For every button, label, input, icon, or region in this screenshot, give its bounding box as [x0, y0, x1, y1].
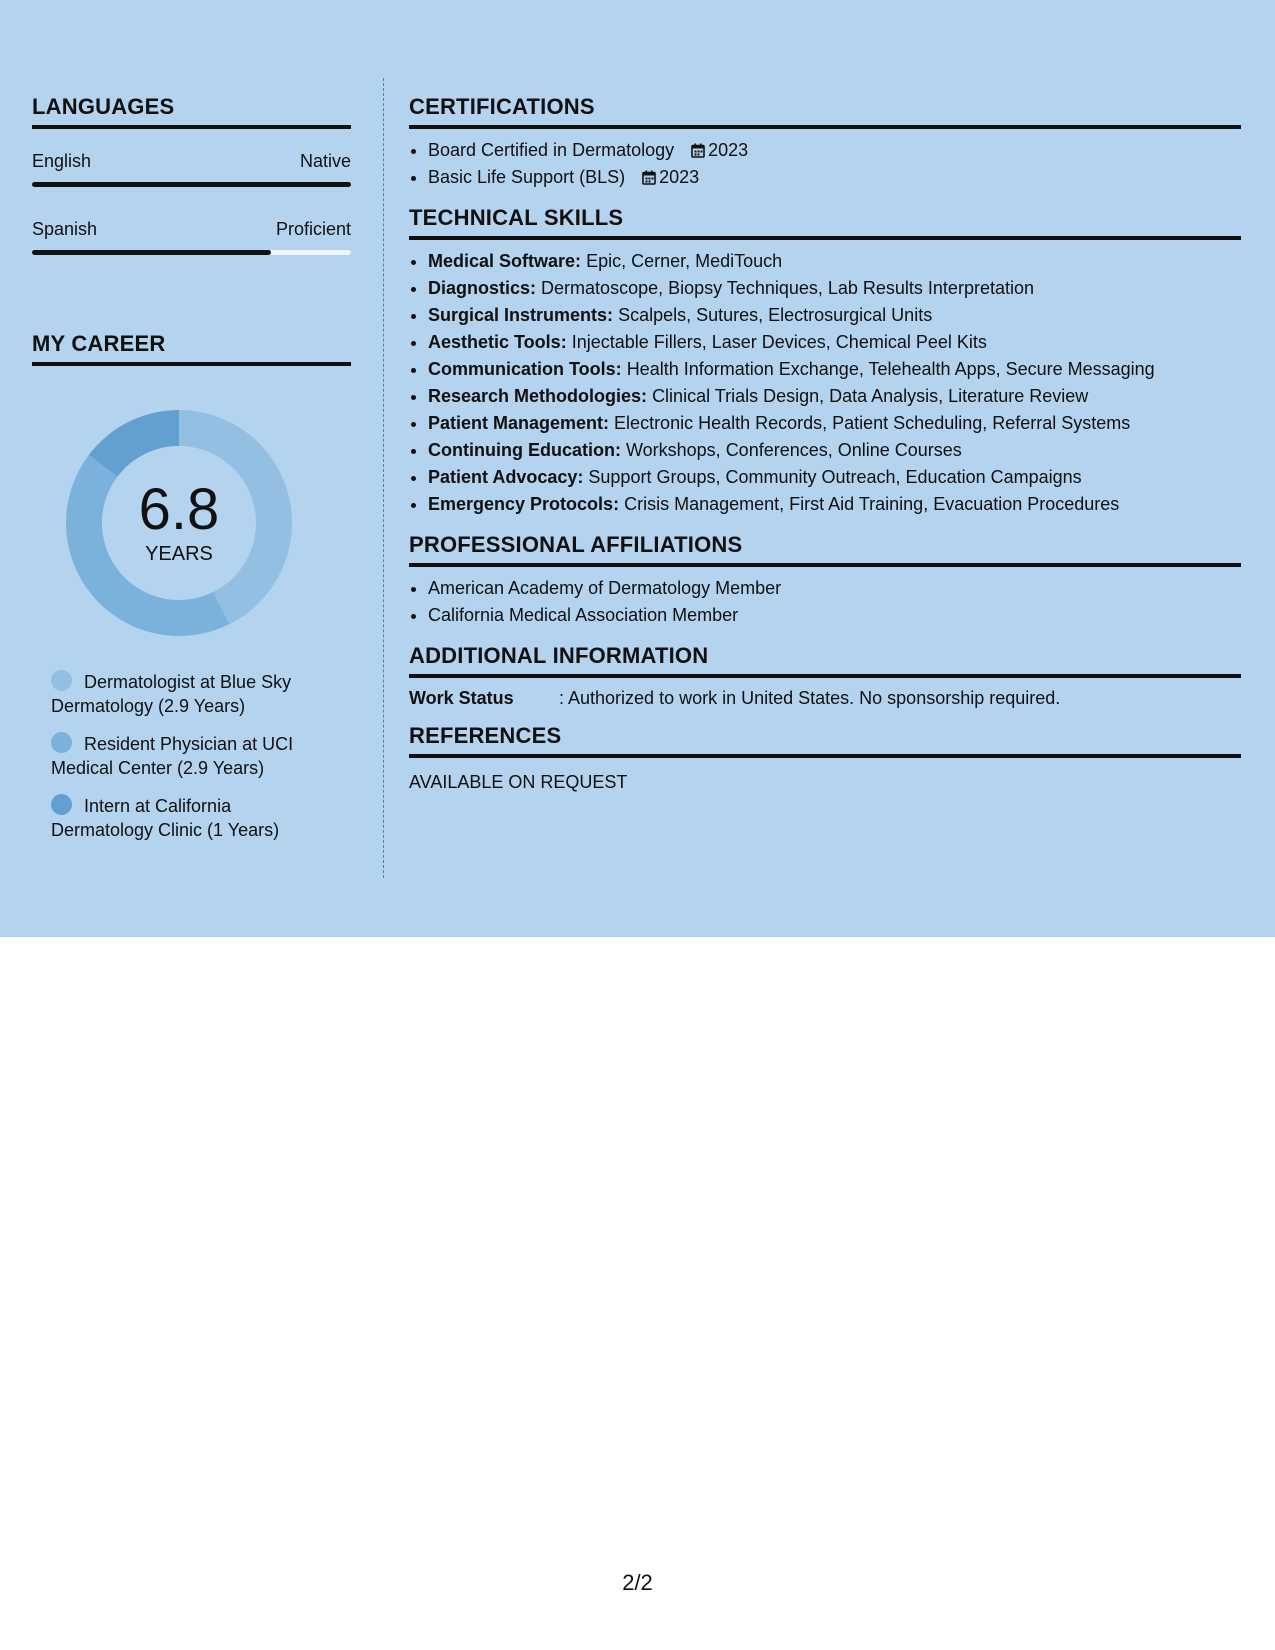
- skill-item: [428, 410, 1241, 437]
- legend-label: Dermatologist at Blue Sky Dermatology (2.9 Years): [51, 672, 292, 716]
- certifications-list: [409, 137, 1241, 191]
- language-proficiency-bar: [32, 250, 351, 255]
- legend-dot-icon: [51, 732, 72, 753]
- skill-value: Epic, Cerner, MediTouch: [586, 251, 783, 271]
- skill-label: Emergency Protocols:: [428, 494, 620, 514]
- certifications-section: [409, 94, 1241, 191]
- skill-value: Support Groups, Community Outreach, Education Campaigns: [588, 467, 1082, 487]
- language-proficiency-fill: [32, 250, 271, 255]
- career-total-unit: YEARS: [145, 542, 213, 565]
- additional-info-heading: ADDITIONAL INFORMATION: [409, 643, 1241, 678]
- left-column: [32, 94, 351, 856]
- skill-item: [428, 491, 1241, 518]
- skill-label: Research Methodologies:: [428, 386, 648, 406]
- career-donut-chart: [66, 410, 292, 636]
- skill-value: Electronic Health Records, Patient Scheduling, Referral Systems: [614, 413, 1131, 433]
- skill-value: Workshops, Conferences, Online Courses: [625, 440, 962, 460]
- career-legend: [51, 670, 351, 842]
- language-english: [32, 151, 351, 187]
- career-total-years: 6.8: [138, 476, 220, 542]
- certification-item: [428, 137, 1241, 164]
- language-name: Spanish: [32, 219, 98, 239]
- skill-label: Patient Advocacy:: [428, 467, 584, 487]
- skill-label: Aesthetic Tools:: [428, 332, 567, 352]
- certifications-heading: CERTIFICATIONS: [409, 94, 1241, 129]
- legend-label: Intern at California Dermatology Clinic (1 Years): [51, 796, 280, 840]
- skill-item: [428, 248, 1241, 275]
- donut-center: [66, 410, 292, 636]
- skill-label: Surgical Instruments:: [428, 305, 614, 325]
- technical-skills-heading: TECHNICAL SKILLS: [409, 205, 1241, 240]
- languages-heading: LANGUAGES: [32, 94, 351, 129]
- language-level: Proficient: [275, 219, 351, 239]
- legend-label: Resident Physician at UCI Medical Center (2.9 Years): [51, 734, 294, 778]
- skill-item: [428, 329, 1241, 356]
- skill-value: Scalpels, Sutures, Electrosurgical Units: [618, 305, 933, 325]
- language-spanish: [32, 219, 351, 255]
- skill-label: Communication Tools:: [428, 359, 622, 379]
- calendar-icon: [642, 170, 656, 185]
- affiliations-list: [409, 575, 1241, 629]
- work-status-row: [409, 688, 1241, 709]
- references-text: AVAILABLE ON REQUEST: [409, 772, 628, 792]
- legend-dot-icon: [51, 794, 72, 815]
- skill-item: [428, 437, 1241, 464]
- column-divider: [383, 78, 384, 878]
- language-proficiency-fill: [32, 182, 351, 187]
- certification-year: 2023: [708, 140, 749, 160]
- calendar-icon: [691, 143, 705, 158]
- additional-info-section: [409, 643, 1241, 709]
- skill-item: [428, 275, 1241, 302]
- certification-item: [428, 164, 1241, 191]
- language-row: [32, 151, 351, 172]
- technical-skills-section: [409, 205, 1241, 518]
- work-status-value: : Authorized to work in United States. No sponsorship required.: [559, 688, 1061, 708]
- references-heading: REFERENCES: [409, 723, 1241, 758]
- certification-year: 2023: [659, 167, 700, 187]
- skill-item: [428, 383, 1241, 410]
- language-level: Native: [299, 151, 351, 171]
- affiliation-item: • American Academy of Dermatology Member: [428, 575, 1241, 602]
- career-legend-item: [51, 670, 311, 718]
- references-section: [409, 723, 1241, 793]
- skill-item: [428, 302, 1241, 329]
- career-legend-item: [51, 732, 311, 780]
- certification-name: Board Certified in Dermatology: [428, 140, 675, 160]
- skill-label: Continuing Education:: [428, 440, 621, 460]
- skill-item: [428, 356, 1241, 383]
- language-proficiency-bar: [32, 182, 351, 187]
- skill-value: Dermatoscope, Biopsy Techniques, Lab Results Interpretation: [541, 278, 1034, 298]
- legend-dot-icon: [51, 670, 72, 691]
- skill-item: [428, 464, 1241, 491]
- skill-value: Crisis Management, First Aid Training, Evacuation Procedures: [624, 494, 1120, 514]
- career-legend-item: [51, 794, 311, 842]
- work-status-label: Work Status: [409, 688, 514, 708]
- skill-label: Patient Management:: [428, 413, 610, 433]
- page-number: 2/2: [622, 1570, 653, 1595]
- affiliations-section: [409, 532, 1241, 629]
- skill-label: Diagnostics:: [428, 278, 537, 298]
- skill-value: Injectable Fillers, Laser Devices, Chemical Peel Kits: [571, 332, 987, 352]
- language-name: English: [32, 151, 92, 171]
- certification-name: Basic Life Support (BLS): [428, 167, 626, 187]
- right-column: [409, 94, 1241, 807]
- career-heading: MY CAREER: [32, 331, 351, 366]
- affiliation-item: • California Medical Association Member: [428, 602, 1241, 629]
- technical-skills-list: [409, 248, 1241, 518]
- language-row: [32, 219, 351, 240]
- skill-label: Medical Software:: [428, 251, 582, 271]
- skill-value: Health Information Exchange, Telehealth Apps, Secure Messaging: [626, 359, 1155, 379]
- skill-value: Clinical Trials Design, Data Analysis, Literature Review: [652, 386, 1089, 406]
- affiliations-heading: PROFESSIONAL AFFILIATIONS: [409, 532, 1241, 567]
